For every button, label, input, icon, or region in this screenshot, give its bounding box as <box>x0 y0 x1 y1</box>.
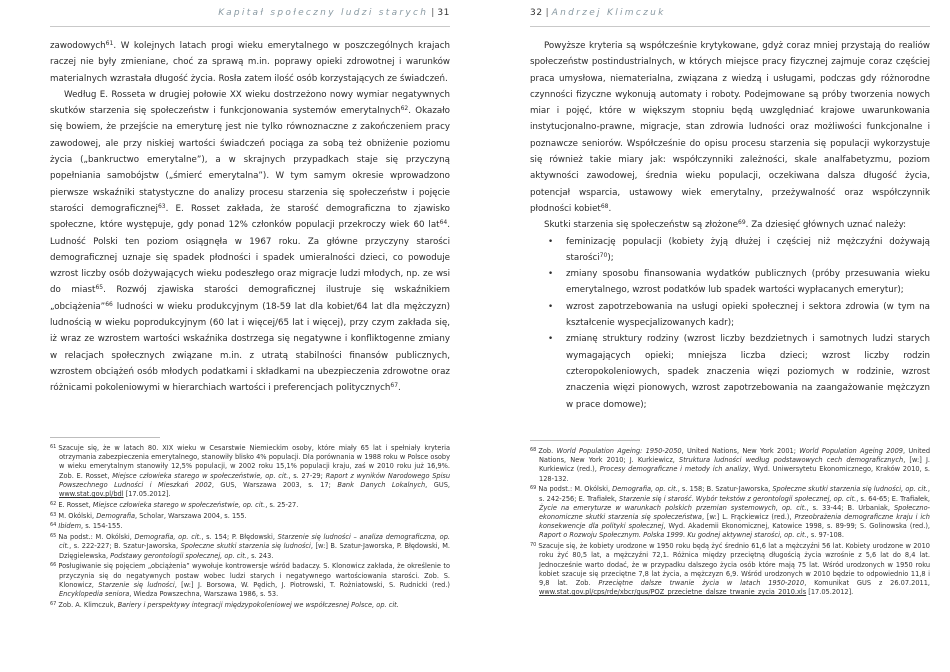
right-page <box>530 0 930 672</box>
url-text: www.stat.gov.pl/bdl <box>59 490 124 499</box>
footnote-list <box>50 443 450 610</box>
italic-text: Miejsce człowieka starego w społeczeństwie, op. cit. <box>92 500 266 509</box>
footnote-rule <box>50 437 160 438</box>
footnote-number: 64 <box>50 522 57 529</box>
footnote-number: 63 <box>50 511 57 518</box>
running-head-title: Kapitał społeczny ludzi starych <box>218 8 429 18</box>
footnote-ref: 64 <box>439 219 448 227</box>
page-number: 32 <box>530 8 543 18</box>
italic-text: Życie na emeryturze w warunkach polskich przemian systemowych, op. cit. <box>539 503 807 512</box>
paragraph: Powyższe kryteria są współcześnie krytykowane, gdyż coraz mniej przystają do realiów społeczeństw postindustrialnych, w których miejsce pracy fizycznej zajmuje coraz częściej praca umysłowa, niematerialna, związana z wiedzą i usługami, podczas gdy różnorodne czynności fizyczne wykonują automaty i roboty. Podejmowane są próby tworzenia nowych miar i pojęć, które w większym stopniu będą uwzględniać krajowe uwarunkowania instytucjonalno-prawne, migracje, stan zdrowia ludności oraz możliwości funkcjonalne i poznawcze seniorów. Współcześnie do opisu procesu starzenia się populacji wykorzystuje się również takie miary jak: współczynniki zależności, skale analfabetyzmu, poziom aktywności zawodowej, średnia wieku populacji, oczekiwana dalsza długość życia, potencjał wsparcia, ustawowy wiek emerytalny, przeżywalność oraz współczynnik płodności kobiet$^{68}$. <box>530 41 930 214</box>
footnote-number: 62 <box>50 500 57 507</box>
italic-text: Starzenie się i starość. Wybór tekstów z gerontologii społecznej, op. cit. <box>619 494 857 503</box>
italic-text: Demografia <box>96 511 136 520</box>
italic-text: Podstawy gerontologii społecznej, op. cit. <box>110 551 247 560</box>
footnote: $^{69}$ Na podst.: M. Okólski, Demografia, op. cit., s. 158; B. Szatur-Jaworska, Społeczne skutki starzenia się ludności, op. cit., s. 242-256; E. Trafiałek, Starzenie się i starość. Wybór tekstów z gerontologii społecznej, op. cit., s. 64-65; E. Trafiałek, Życie na emeryturze w warunkach polskich przemian systemowych, op. cit., s. 33-44; B. Urbaniak, Społeczno-ekonomiczne skutki starzenia się społeczeństwa, [w:] L. Frąckiewicz (red.), Przeobrażenia demograficzne kraju i ich konsekwencje dla polityki społecznej, Wyd. Akademii Ekonomicznej, Katowice 1998, s. 89-99; S. Golinowska (red.), Raport o Rozwoju Społecznym. Polska 1999. Ku godnej aktywnej starości, op. cit., s. 97-108. <box>530 485 930 540</box>
italic-text: World Population Ageing: 1950-2050 <box>556 447 682 455</box>
italic-text: Bank Danych Lokalnych <box>337 480 426 489</box>
running-head-left <box>50 8 450 18</box>
bullet-item: • wzrost zapotrzebowania na usługi opieki społecznej i sektora zdrowia (w tym na kształcenie wyspecjalizowanych kadr); <box>548 299 930 332</box>
footnote-ref: 65 <box>95 284 104 292</box>
italic-text: Starzenie się ludności – analiza demograficzna, op. cit. <box>59 533 450 551</box>
footnote-ref: 61 <box>105 40 114 47</box>
bullet-item: • zmianę struktury rodziny (wzrost liczby bezdzietnych i samotnych ludzi starych wymagających opieki; mniejsza liczba dzieci; wzrost liczby rodzin czteropokoleniowych, spadek znaczenia więzi poziomych w rodzinie, wzrost znaczenia więzi pionowych, wzrost zapotrzebowania na zaangażowanie mężczyzn w prace domowe); <box>548 331 930 412</box>
header-rule <box>50 26 450 27</box>
paragraph: Według E. Rosseta w drugiej połowie XX wieku dostrzeżono nowy wymiar negatywnych skutków starzenia się społeczeństw i funkcjonowania systemów emerytalnych$^{62}$. Okazało się bowiem, że przejście na emeryturę jest nie tylko równoznaczne z zakończeniem pracy zawodowej, ale przy niskiej wartości świadczeń pociąga za sobą też obniżenie poziomu życia („bankructwo emerytalne”), a w skrajnych przypadkach staje się przyczyną popełniania samobójstw („śmierć emerytalna”). W tym samym okresie wprowadzono pierwsze wskaźniki statystyczne do analizy procesu starzenia się społeczeństw i pojęcie starości demograficznej$^{63}$. E. Rosset zakłada, że starość demograficzna to zjawisko społeczne, które występuje, gdy ponad 12% członków populacji przekroczy wiek 60 lat$^{64}$. Ludność Polski ten poziom osiągnęła w 1967 roku. Za główne przyczyny starości demograficznej uznaje się spadek płodności i spadek umieralności dzieci, co powoduje wzrost liczby osób dożywających wieku podeszłego oraz migracje ludzi młodych, np. ze wsi do miast$^{65}$. Rozwój zjawiska starości demograficznej ilustruje się wskaźnikiem „obciążenia”$^{66}$ ludności w wieku produkcyjnym (18-59 lat dla kobiet/64 lat dla mężczyzn) ludnością w wieku poprodukcyjnym (60 lat i więcej/65 lat i więcej), przy czym zakłada się, iż wraz ze wzrostem wartości wskaźnika dostrzega się negatywne i konfliktogenne zmiany w relacjach społecznych związane m.in. z utratą stabilności finansów publicznych, wzrostem obciążeń osób młodych podatkami i składkami na ubezpieczenia zdrowotne oraz różnicami pokoleniowymi w hierarchiach wartości i preferencjach politycznych$^{67}$. <box>50 89 450 394</box>
running-head-separator: | <box>545 8 549 18</box>
footnote: $^{68}$ Zob. World Population Ageing: 1950-2050, United Nations, New York 2001; World Population Ageing 2009, United Nations, New York 2010; J. Kurkiewicz, Struktura ludności według podstawowych cech demograficznych, [w:] J. Kurkiewicz (red.), Procesy demograficzne i metody ich analizy, Wyd. Uniwersytetu Ekonomicznego, Kraków 2010, s. 128-132. <box>530 447 931 483</box>
italic-text: Starzenie się ludności <box>98 580 175 589</box>
footnote-number: 67 <box>50 600 57 607</box>
italic-text: Społeczne skutki starzenia się ludności <box>180 542 311 551</box>
footnote-number: 68 <box>530 447 537 453</box>
footnotes <box>530 440 930 598</box>
footnote: $^{64}$ Ibidem, s. 154-155. <box>50 522 123 531</box>
header-rule <box>530 26 930 27</box>
footnote-number: 69 <box>530 485 537 492</box>
italic-text: Społeczne skutki starzenia się ludności, op. cit. <box>772 485 928 494</box>
paragraph: zawodowych$^{61}$. W kolejnych latach progi wieku emerytalnego w poszczególnych krajach raczej nie były zmieniane, choć za sprawą m.in. poprawy opieki zdrowotnej i warunków materialnych wzrastała długość życia. Rosła zatem ilość osób korzystających ze świadczeń. <box>50 40 450 84</box>
footnote: $^{66}$ Posługiwanie się pojęciem „obciążenia” wywołuje kontrowersje wśród badaczy. S. Klonowicz zakłada, że określenie to przyczynia się do negatywnych postaw wobec ludzi starych i negatywnego wartościowania starości. Zob. S. Klonowicz, Starzenie się ludności, [w:] J. Borsowa, W. Pędich, J. Piotrowski, T. Rożniatowski, S. Rudnicki (red.) Encyklopedia seniora, Wiedza Powszechna, Warszawa 1986, s. 53. <box>50 562 450 599</box>
italic-text: Przeciętne dalsze trwanie życia w latach 1950-2010 <box>598 579 805 588</box>
footnote: $^{65}$ Na podst.: M. Okólski, Demografia, op. cit., s. 154; P. Błędowski, Starzenie się ludności – analiza demograficzna, op. cit., s. 222-227; B. Szatur-Jaworska, Społeczne skutki starzenia się ludności, [w:] B. Szatur-Jaworska, P. Błędowski, M. Dzięgielewska, Podstawy gerontologii społecznej, op. cit., s. 243. <box>50 533 450 560</box>
italic-text: Ibidem <box>58 522 82 531</box>
footnote-ref: 69 <box>738 219 746 227</box>
footnote-number: 61 <box>50 444 57 450</box>
body-text <box>530 38 930 413</box>
italic-text: Społeczno-ekonomiczne skutki starzenia się społeczeństwa <box>539 503 930 522</box>
footnote-ref: 67 <box>390 382 399 390</box>
footnote-rule <box>530 440 640 441</box>
italic-text: Miejsce człowieka starego w społeczeństwie, op. cit. <box>112 471 289 480</box>
italic-text: Struktura ludności według podstawowych cech demograficznych <box>679 456 904 465</box>
body-text <box>50 38 450 397</box>
bullet-item: • zmiany sposobu finansowania wydatków publicznych (próby przesuwania wieku emerytalnego, wzrost podatków lub spadek wartości wypłacanych emerytur); <box>548 266 930 299</box>
italic-text: Raport o Rozwoju Społecznym. Polska 1999. Ku godnej aktywnej starości, op. cit. <box>539 531 807 540</box>
left-page <box>50 0 450 672</box>
footnote-ref: 70 <box>599 251 608 259</box>
footnote: $^{70}$ Szacuje się, że kobiety urodzone w 1950 roku będą żyć średnio 61,6 lat a mężczyźni 56 lat. Kobiety urodzone w 2010 roku żyć 80,5 lat, a mężczyźni 72,1. Różnica między przeciętną długością życia wzrośnie z 5,6 lat do 8,4 lat. Jednocześnie warto dodać, że w przypadku dalszego życia osób które mają 75 lat. Wśród urodzonych w 1950 roku kobiet szacuje się przeciętne 7,8 lat życia, a mężczyzn 6,9. Wśród urodzonych w 2010 będzie to odpowiednio 11,8 i 9,8 lat. Zob. Przeciętne dalsze trwanie życia w latach 1950-2010, Komunikat GUS z 26.07.2011, www.stat.gov.pl/cps/rde/xbcr/gus/POZ_przecietne_dalsze_trwanie_zycia_2010.xls [17.05.2012]. <box>530 542 930 597</box>
footnote-ref: 68 <box>600 202 609 210</box>
footnote: $^{63}$ M. Okólski, Demografia, Scholar, Warszawa 2004, s. 155. <box>50 511 247 520</box>
footnote-number: 65 <box>50 533 57 540</box>
italic-text: Demografia, op. cit. <box>612 485 678 494</box>
footnote-ref: 62 <box>400 105 409 113</box>
running-head-separator: | <box>431 8 435 18</box>
footnote-ref: 63 <box>157 202 166 210</box>
footnotes <box>50 437 450 611</box>
footnote-number: 66 <box>50 562 57 569</box>
footnote: $^{61}$ Szacuje się, że w latach 80. XIX wieku w Cesarstwie Niemieckim osoby, które miały 65 lat i spełniały kryteria otrzymania zabezpieczenia emerytalnego, stanowiły blisko 4% populacji. Dla porównania w 1988 roku w Polsce osoby w wieku emerytalnym stanowiły 12,5% populacji, w 2002 roku 15,1% populacji kraju, zaś w 2010 roku już 16,9%. Zob. E. Rosset, Miejsce człowieka starego w społeczeństwie, op. cit., s. 27-29; Raport z wyników Narodowego Spisu Powszechnego Ludności i Mieszkań 2002, GUS, Warszawa 2003, s. 17; Bank Danych Lokalnych, GUS, www.stat.gov.pl/bdl [17.05.2012]. <box>50 444 451 499</box>
footnote-number: 70 <box>530 542 537 549</box>
footnote: $^{62}$ E. Rosset, Miejsce człowieka starego w społeczeństwie, op. cit., s. 25-27. <box>50 500 299 509</box>
italic-text: Procesy demograficzne i metody ich analizy <box>599 465 749 474</box>
italic-text: Raport z wyników Narodowego Spisu Powszechnego Ludności i Mieszkań 2002 <box>59 471 451 489</box>
page-number: 31 <box>437 8 450 18</box>
running-head-author: Andrzej Klimczuk <box>551 8 666 18</box>
paragraph: Skutki starzenia się społeczeństw są złożone$^{69}$. Za dziesięć głównych uznać należy: <box>544 219 906 231</box>
bullet-item: • feminizację populacji (kobiety żyją dłużej i częściej niż mężczyźni dożywają starości$^{70}$); <box>548 234 930 267</box>
italic-text: Przeobrażenia demograficzne kraju i ich konsekwencje dla polityki społecznej <box>539 513 930 531</box>
footnote-list <box>530 446 930 597</box>
italic-text: World Population Ageing 2009 <box>799 447 903 455</box>
footnote-ref: 66 <box>105 300 113 308</box>
italic-text: Encyklopedia seniora <box>59 590 130 599</box>
footnote: $^{67}$ Zob. A. Klimczuk, Bariery i perspektywy integracji międzypokoleniowej we współczesnej Polsce, op. cit. <box>50 600 399 609</box>
bullet-list <box>530 234 930 413</box>
italic-text: Demografia, op. cit. <box>134 533 202 542</box>
italic-text: Bariery i perspektywy integracji międzypokoleniowej we współczesnej Polsce, op. cit. <box>117 600 399 609</box>
running-head-right <box>530 8 930 18</box>
url-text: www.stat.gov.pl/cps/rde/xbcr/gus/POZ_przecietne_dalsze_trwanie_zycia_2010.xls <box>539 588 807 597</box>
